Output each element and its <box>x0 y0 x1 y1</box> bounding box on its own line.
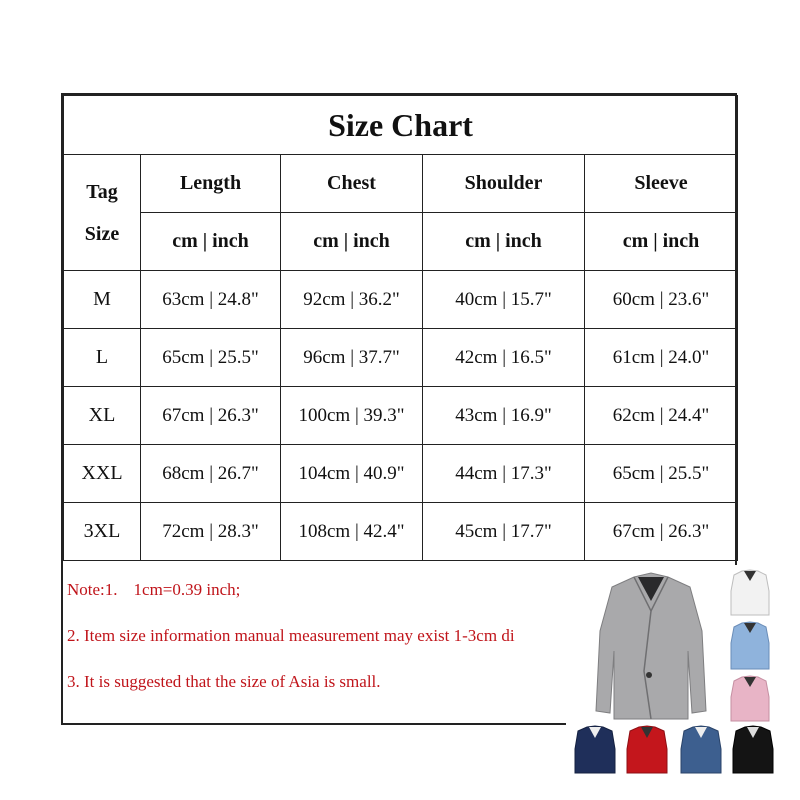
cell-sleeve: 67cm | 26.3" <box>585 503 738 561</box>
cell-shoulder: 45cm | 17.7" <box>423 503 585 561</box>
cell-chest: 104cm | 40.9" <box>281 445 423 503</box>
cell-length: 68cm | 26.7" <box>141 445 281 503</box>
size-label: Size <box>84 222 120 245</box>
cell-sleeve: 61cm | 24.0" <box>585 329 738 387</box>
notes-section <box>67 567 567 705</box>
size-table <box>63 95 738 561</box>
col-header-length: Length <box>141 155 281 213</box>
unit-label-chest: cm | inch <box>281 213 423 271</box>
table-row <box>64 387 738 445</box>
table-row <box>64 503 738 561</box>
grey-jacket-image <box>594 571 708 721</box>
table-row <box>64 329 738 387</box>
cell-sleeve: 65cm | 25.5" <box>585 445 738 503</box>
unit-label-shoulder: cm | inch <box>423 213 585 271</box>
tag-label: Tag <box>86 180 118 203</box>
white-jacket-image <box>730 569 770 617</box>
col-header-sleeve: Sleeve <box>585 155 738 213</box>
red-jacket-image <box>626 725 668 775</box>
note-1-prefix: Note:1. <box>67 580 118 599</box>
table-row <box>64 445 738 503</box>
cell-chest: 108cm | 42.4" <box>281 503 423 561</box>
note-2: 2. Item size information manual measurement may exist 1-3cm di <box>67 626 515 645</box>
note-1-text: 1cm=0.39 inch; <box>133 580 241 599</box>
light-blue-jacket-image <box>730 621 770 671</box>
row-size: 3XL <box>64 503 141 561</box>
black-jacket-image <box>732 725 774 775</box>
cell-chest: 100cm | 39.3" <box>281 387 423 445</box>
navy-jacket-image <box>574 725 616 775</box>
chart-title: Size Chart <box>64 96 738 155</box>
cell-sleeve: 60cm | 23.6" <box>585 271 738 329</box>
row-size: XXL <box>64 445 141 503</box>
cell-length: 65cm | 25.5" <box>141 329 281 387</box>
pink-jacket-image <box>730 675 770 723</box>
denim-jacket-image <box>680 725 722 775</box>
col-header-chest: Chest <box>281 155 423 213</box>
cell-shoulder: 43cm | 16.9" <box>423 387 585 445</box>
cell-length: 72cm | 28.3" <box>141 503 281 561</box>
product-photos <box>566 565 800 800</box>
cell-chest: 92cm | 36.2" <box>281 271 423 329</box>
tag-size-header <box>64 155 141 271</box>
row-size: M <box>64 271 141 329</box>
unit-label-length: cm | inch <box>141 213 281 271</box>
cell-chest: 96cm | 37.7" <box>281 329 423 387</box>
cell-shoulder: 40cm | 15.7" <box>423 271 585 329</box>
col-header-shoulder: Shoulder <box>423 155 585 213</box>
row-size: XL <box>64 387 141 445</box>
cell-shoulder: 44cm | 17.3" <box>423 445 585 503</box>
cell-length: 63cm | 24.8" <box>141 271 281 329</box>
note-3: 3. It is suggested that the size of Asia is small. <box>67 672 381 691</box>
cell-sleeve: 62cm | 24.4" <box>585 387 738 445</box>
unit-label-sleeve: cm | inch <box>585 213 738 271</box>
cell-shoulder: 42cm | 16.5" <box>423 329 585 387</box>
row-size: L <box>64 329 141 387</box>
note-1 <box>67 567 567 613</box>
cell-length: 67cm | 26.3" <box>141 387 281 445</box>
table-row <box>64 271 738 329</box>
